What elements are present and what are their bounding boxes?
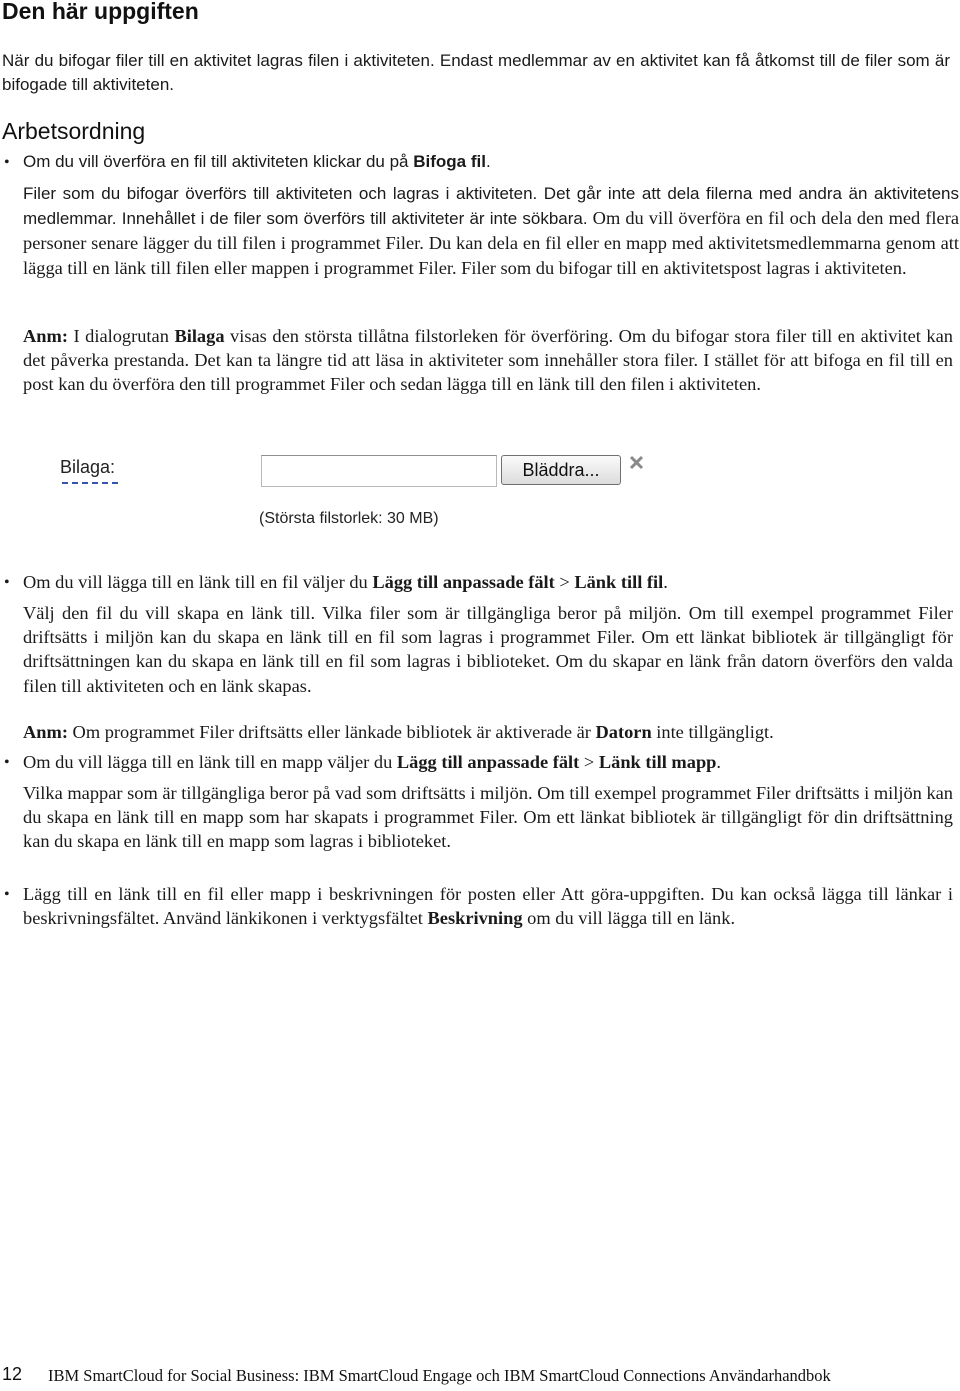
step-4-instruction: [23, 882, 953, 930]
bullet-marker: •: [4, 574, 10, 591]
bullet-marker: •: [4, 754, 10, 771]
step-4-text-a: Lägg till en länk till en fil eller mapp i beskrivningen för posten eller Att göra-uppgiften. Du kan också lägga till länkar i beskrivningsfältet. Använd länkikonen i verktygsfältet: [23, 884, 953, 929]
note-text-b: visas den största tillåtna filstorleken för överföring. Om du bifogar stora filer till en aktivitet kan det påverka prestanda. Det kan ta längre tid att läsa in aktiviteter som innehåller stora filer. I stället för att bifoga en fil till en post kan du överföra den till programmet Filer och sedan lägga till en länk till den filen i aktiviteten.: [23, 326, 953, 395]
note-text-b: inte tillgängligt.: [651, 722, 774, 742]
menu-add-custom-fields: Lägg till anpassade fält: [396, 752, 580, 772]
section-heading: Den här uppgiften: [2, 0, 199, 24]
step-4-text-b: om du vill lägga till en länk.: [522, 908, 736, 929]
step-2-body: Välj den fil du vill skapa en länk till. Vilka filer som är tillgängliga beror på miljön. Om till exempel programmet Filer driftsätts i miljön kan du skapa en länk till en fil som lagras i programmet Filer. Om ett länkat bibliotek är tillgängligt för driftsättningen kan du skapa en länk till en fil som lagras i biblioteket. Om du skapar en länk från datorn överförs den valda filen till aktiviteten och en länk skapas.: [23, 603, 953, 696]
menu-link-to-file: Länk till fil: [574, 572, 664, 592]
description-toolbar-term: Beskrivning: [427, 908, 523, 929]
menu-separator: >: [579, 752, 599, 772]
bullet-marker: •: [4, 154, 10, 171]
step-1-note: [23, 324, 953, 397]
note-bold-term: Bilaga: [174, 326, 225, 346]
note-text-a: Om programmet Filer driftsätts eller länkade bibliotek är aktiverade är: [67, 722, 596, 742]
footer-title: IBM SmartCloud for Social Business: IBM SmartCloud Engage och IBM SmartCloud Connections Användarhandbok: [48, 1366, 831, 1385]
browse-button[interactable]: Bläddra...: [501, 455, 621, 485]
note-label: Anm:: [23, 326, 68, 346]
intro-paragraph: När du bifogar filer till en aktivitet lagras filen i aktiviteten. Endast medlemmar av en aktivitet kan få åtkomst till de filer som är bifogade till aktiviteten.: [2, 51, 950, 95]
step-2-end: .: [663, 572, 668, 592]
menu-link-to-folder: Länk till mapp: [598, 752, 717, 772]
step-1-end: .: [485, 152, 491, 171]
bullet-marker: •: [4, 886, 10, 903]
close-x-icon[interactable]: [628, 454, 646, 472]
menu-add-custom-fields: Lägg till anpassade fält: [372, 572, 555, 592]
note-text-a: I dialogrutan: [67, 326, 175, 346]
attachment-label: Bilaga:: [60, 457, 116, 477]
page-number: 12: [2, 1364, 23, 1384]
max-file-size-text: (Största filstorlek: 30 MB): [259, 510, 439, 527]
step-1-body-serif: Om du vill överföra en fil och dela den med flera personer senare lägger du till filen i programmet Filer. Du kan dela en fil eller en mapp med aktivitetsmedlemmarna genom att lägga till en länk till filen eller mappen i programmet Filer. Filer som du bifogar till en aktivitetspost lagras i aktiviteten.: [23, 208, 959, 278]
step-2-instruction: [23, 570, 953, 594]
step-2-note: [23, 720, 953, 744]
step-1-body-sans: Filer som du bifogar överförs till aktiviteten och lagras i aktiviteten. Det går inte att dela filerna med andra än aktivitetens medlemmar. Innehållet i de filer som överförs till aktiviteter är inte sökbara.: [23, 184, 959, 229]
step-1-instruction: [23, 150, 953, 174]
step-3-instruction: [23, 750, 953, 774]
step-1-lead: Om du vill överföra en fil till aktiviteten klickar du på: [23, 152, 414, 171]
procedure-heading: Arbetsordning: [2, 118, 146, 144]
step-3-lead: Om du vill lägga till en länk till en mapp väljer du: [23, 752, 397, 772]
attachment-file-input[interactable]: [261, 455, 497, 487]
step-3-body: Vilka mappar som är tillgängliga beror på vad som driftsätts i miljön. Om till exempel programmet Filer driftsätts i miljön kan du skapa en länk till en mapp som har skapats i programmet Filer. Om ett länkat bibliotek är tillgängligt för din driftsättning kan du skapa en länk till en mapp som lagras i biblioteket.: [23, 783, 953, 852]
step-2-lead: Om du vill lägga till en länk till en fil väljer du: [23, 572, 373, 592]
note-label: Anm:: [23, 722, 68, 742]
menu-separator: >: [554, 572, 575, 592]
step-1-action: Bifoga fil: [413, 152, 486, 171]
step-3-end: .: [716, 752, 722, 772]
step-1-body: [23, 181, 959, 280]
note-bold-term: Datorn: [595, 722, 652, 742]
attachment-label-underline: [62, 482, 118, 484]
